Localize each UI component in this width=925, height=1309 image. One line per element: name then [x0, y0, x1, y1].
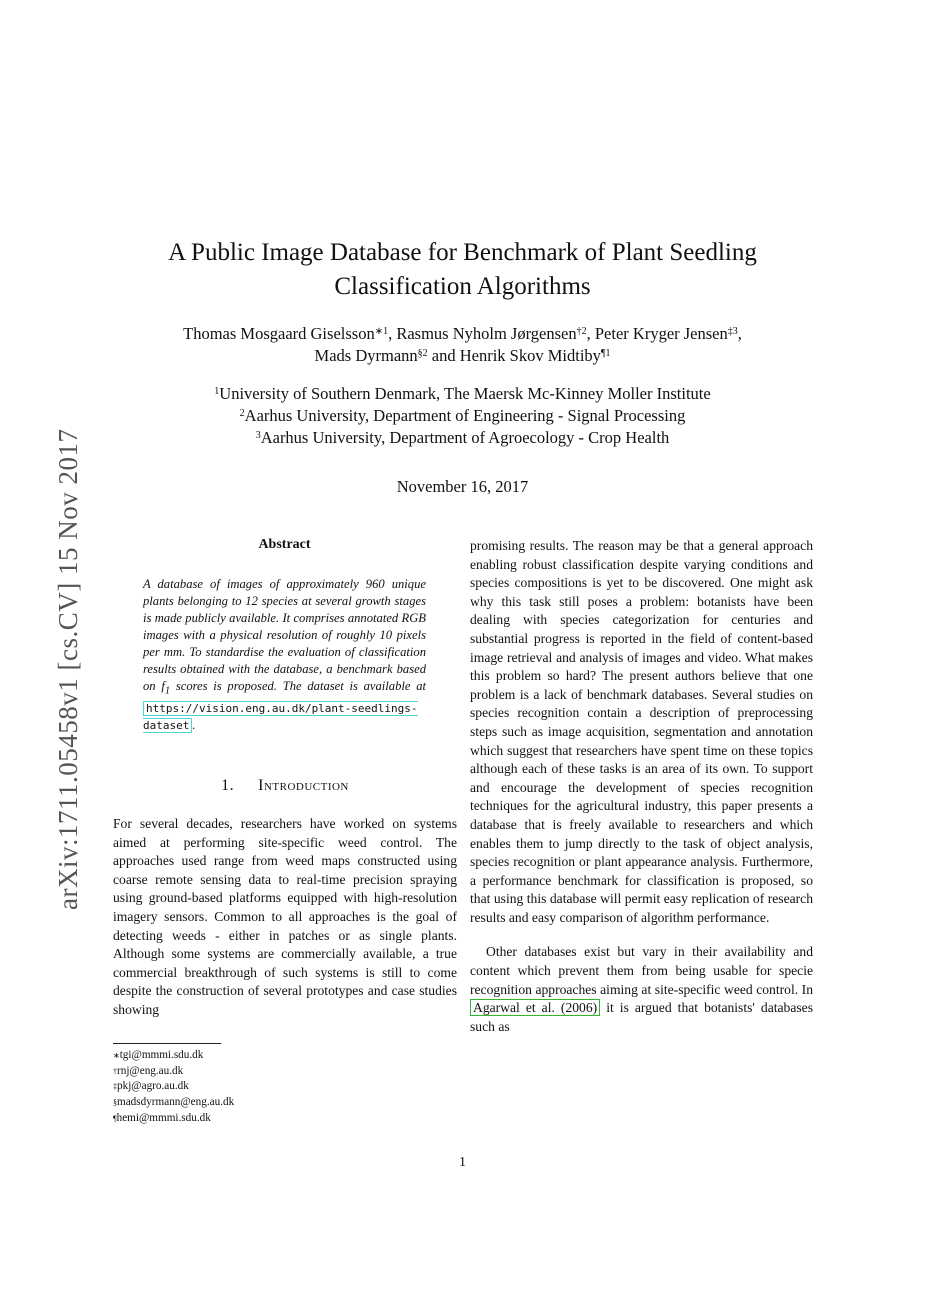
paragraph — [470, 943, 813, 1036]
section-heading — [113, 777, 457, 795]
affiliation-1 — [110, 383, 815, 405]
author-name: Peter Kryger Jensen — [594, 324, 728, 343]
footnote-email: tgi@mmmi.sdu.dk — [119, 1049, 204, 1061]
abstract-body — [143, 576, 426, 734]
author-mark: †2 — [576, 326, 587, 337]
affiliation-text: Aarhus University, Department of Agroecology - Crop Health — [260, 428, 670, 447]
footnote — [113, 1048, 453, 1064]
footnote-mark: ¶ — [113, 1113, 117, 1123]
author-name: Rasmus Nyholm Jørgensen — [396, 324, 577, 343]
abstract-subscript: 1 — [164, 685, 171, 697]
abstract-text: A database of images of approximately 960 unique plants belonging to 12 species at several growth stages is made publicly available. It comprises annotated RGB images with a physical resolution of roughly 10 pixels per mm. To standardise the evaluation of classification results obtained with the database, a benchmark based on f — [143, 577, 426, 693]
section-title: Introduction — [258, 777, 349, 794]
affiliation-text: University of Southern Denmark, The Maersk Mc-Kinney Moller Institute — [219, 384, 711, 403]
paragraph: promising results. The reason may be that a general approach enabling robust classification despite varying conditions and species compositions is yet to be discovered. One might ask why this task still poses a problem: botanists have been dealing with species categorization for centuries and substantial progress is reported in the field of content-based image retrieval and analysis of images and video. What makes this problem so hard? The present authors believe that one problem is a lack of benchmark databases. Several studies on species recognition contain a description of preprocessing steps such as image acquisition, segmentation and annotation which suggest that researchers have spent time on these topics although each of these tasks is an area of its own. To support and encourage the development of species recognition techniques for the agricultural industry, this paper presents a database that is freely available to researchers and which enables them to jump directly to the task of object analysis, species recognition or plant appearance analysis. Furthermore, a performance benchmark for classification is proposed, so that using this database will permit easy replication of research results and easy comparison of algorithm performance. — [470, 538, 813, 925]
author-conjunction: and — [431, 346, 456, 365]
footnote-email: hemi@mmmi.sdu.dk — [116, 1111, 211, 1124]
author-line-1: Thomas Mosgaard Giselsson$^{∗1}$, Rasmus Nyholm Jørgensen$^{\dagger 2}$, Peter Kryger Jensen$^{\ddagger 3}$, — [183, 324, 742, 343]
footnote-mark: § — [113, 1098, 117, 1108]
footnote-mark: † — [113, 1066, 117, 1076]
affiliation-3 — [110, 427, 815, 449]
footnote-mark: ∗ — [113, 1051, 120, 1060]
affiliation-mark: 3 — [255, 430, 261, 441]
abstract-text-cont: scores is proposed. The dataset is available at — [170, 679, 427, 693]
footnote — [113, 1079, 453, 1095]
paragraph-text: it is argued that botanists' databases such as — [470, 1000, 813, 1034]
abstract-heading: Abstract — [258, 537, 311, 552]
author-name: Thomas Mosgaard Giselsson — [183, 324, 375, 343]
affiliation-2 — [110, 405, 815, 427]
author-line-2 — [110, 345, 815, 367]
footnotes — [113, 1048, 453, 1127]
author-mark: ‡3 — [727, 326, 738, 337]
footnote-rule — [113, 1043, 221, 1044]
author-name: Mads Dyrmann — [314, 346, 418, 365]
affiliations — [110, 383, 815, 449]
citation-link[interactable]: Agarwal et al. (2006) — [470, 999, 600, 1016]
affiliation-mark: 1 — [214, 386, 220, 397]
arxiv-stamp — [20, 400, 83, 920]
footnote-email: rnj@eng.au.dk — [117, 1064, 184, 1077]
footnote-mark: ‡ — [113, 1082, 117, 1092]
affiliation-text: Aarhus University, Department of Engineering - Signal Processing — [244, 406, 686, 425]
author-mark: ¶1 — [600, 348, 611, 359]
section-number: 1. — [221, 777, 235, 794]
author-mark: ∗1 — [374, 326, 389, 337]
author-list — [110, 323, 815, 367]
footnote-email: madsdyrmann@eng.au.dk — [117, 1096, 235, 1109]
footnote — [113, 1111, 453, 1127]
author-name: Henrik Skov Midtiby — [459, 346, 601, 365]
author-mark: §2 — [417, 348, 428, 359]
page-number: 1 — [459, 1155, 466, 1170]
footnote — [113, 1095, 453, 1111]
paragraph-text: Other databases exist but vary in their availability and content which prevent them from being usable for specie recognition approaches aiming at site-specific weed control. In — [470, 944, 813, 997]
footnote-email: pkj@agro.au.dk — [117, 1080, 189, 1093]
affiliation-mark: 2 — [239, 408, 245, 419]
abstract-end: . — [192, 717, 196, 732]
intro-left-column: For several decades, researchers have worked on systems aimed at performing site-specific weed control. The approaches used range from weed maps constructed using coarse remote sensing data to real-time precision spraying using ground-based platforms equipped with high-resolution imagery sensors. Common to all approaches is the goal of detecting weeds - either in patches or as single plants. Although some systems are commercially available, a true commercial breakthrough of such systems is still to come despite the construction of several prototypes and case studies showing — [113, 816, 457, 1017]
paper-title: A Public Image Database for Benchmark of Plant Seedling Classification Algorithms — [168, 239, 757, 300]
footnote — [113, 1064, 453, 1080]
intro-right-column — [470, 537, 813, 1036]
dataset-link[interactable]: https://vision.eng.au.dk/plant-seedlings-dataset — [143, 701, 418, 732]
publication-date: November 16, 2017 — [396, 477, 529, 496]
arxiv-stamp-text: arXiv:1711.05458v1 [cs.CV] 15 Nov 2017 — [53, 428, 83, 910]
